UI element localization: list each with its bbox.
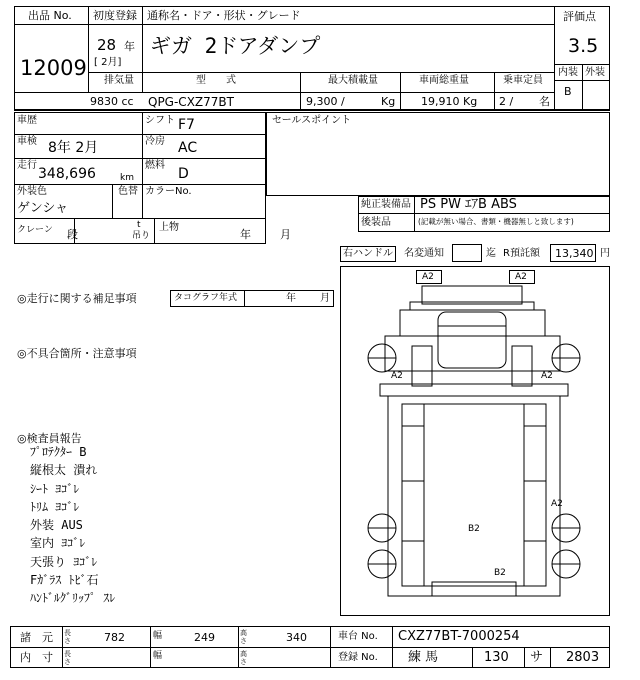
mileage-unit: km [120,173,134,183]
chassis-value: CXZ77BT-7000254 [398,629,520,644]
outer-dims-label: 諸 元 [20,631,53,644]
tacho-label: タコグラフ年式 [174,293,238,303]
tacho-month: 月 [320,293,330,304]
gross-weight: 19,910 Kg [421,95,478,108]
displacement-label: 排気量 [104,75,134,86]
length-label-inner: 長さ [64,650,71,666]
recall-label: R預託額 [503,248,540,259]
height-label: 高さ [240,629,247,645]
inspector-line: 天張り ﾖｺﾞﾚ [30,555,98,569]
score-label: 評価点 [563,10,596,23]
upper-label: 上物 [159,222,179,233]
first-reg-month: [ 2月] [94,57,122,68]
color-label: 外装色 [17,186,47,197]
width-value: 249 [194,631,215,644]
ac-label: 冷房 [145,136,165,147]
max-load-label: 最大積載量 [328,75,378,86]
inner-dims-label: 内 寸 [20,651,53,664]
inspector-line: ﾌﾟﾛﾃｸﾀｰ B [30,445,87,459]
rhd: 右ハンドル [343,248,393,259]
inspector-line: ﾊﾝﾄﾞﾙｸﾞﾘｯﾌﾟ ｽﾚ [30,591,116,605]
reg-class: 130 [484,650,509,665]
max-load: 9,300 / [306,95,345,108]
car-name-label: 通称名・ドア・形状・グレード [147,9,301,22]
inspector-line: Fｶﾞﾗｽ ﾄﾋﾞ石 [30,573,99,587]
color-value: ゲンシャ [17,201,69,216]
height-label-inner: 高さ [240,650,247,666]
tacho-year: 年 [286,293,296,304]
lot-no-label: 出品 No. [28,9,72,22]
height-value: 340 [286,631,307,644]
aftermarket-label: 後装品 [361,217,391,228]
shift-value: F7 [178,117,195,133]
damage-mark-label: A2 [391,371,403,381]
name-change-box [452,244,482,262]
inspector-line: ｼｰﾄ ﾖｺﾞﾚ [30,482,80,496]
reg-number: 2803 [566,650,600,665]
inspector-line: 縦根太 潰れ [30,463,98,477]
aftermarket-note: (記載が無い場合、書類・機器無しと致します) [418,217,574,226]
chassis-label: 車台 No. [338,631,378,642]
inspector-line: 室内 ﾖｺﾞﾚ [30,536,86,550]
name-change-label: 名変通知 [404,248,444,259]
fuel-value: D [178,166,189,182]
gross-weight-label: 車両総重量 [419,75,469,86]
damage-mark-label: B2 [468,524,480,534]
color-no-label: カラーNo. [145,186,192,197]
upper-year: 年 [240,228,251,241]
history-label: 車歴 [17,115,37,126]
genuine-label: 純正装備品 [361,199,411,210]
color-change-label: 色替 [118,186,138,197]
score: 3.5 [568,35,599,57]
defect-notes-label: ◎不具合箇所・注意事項 [17,347,137,360]
model: QPG-CXZ77BT [148,95,234,109]
damage-mark-label: A2 [515,272,527,282]
crane-hook: 吊り [132,231,151,241]
mileage-label: 走行 [17,160,37,171]
ac-value: AC [178,140,198,156]
genuine-value: PS PW ｴｱB ABS [420,197,517,212]
inspector-report-label: ◎検査員報告 [17,432,82,445]
exterior-label: 外装 [585,67,605,78]
max-load-unit: Kg [381,95,396,108]
first-reg-label: 初度登録 [93,9,137,22]
width-label: 幅 [153,631,163,641]
reg-label: 登録 No. [338,652,378,663]
car-name: ギガ 2ドアダンプ [150,34,321,58]
inspector-line: ﾄﾘﾑ ﾖｺﾞﾚ [30,500,80,514]
model-label: 型 式 [196,75,236,86]
inspection-value: 8年 2月 [48,140,99,156]
lot-no: 12009 [20,56,87,80]
recall-unit: 円 [600,248,610,259]
length-value: 782 [104,631,125,644]
interior-score: B [564,85,572,98]
crane-label: クレーン [17,225,53,235]
mileage-verify: 迄 [486,248,496,259]
first-reg-year: 28 [97,36,117,54]
year-unit: 年 [124,40,135,53]
capacity-label: 乗車定員 [503,75,543,86]
recall-value: 13,340 [555,247,594,260]
crane-step: 段 [67,228,78,241]
sales-point-label: セールスポイント [272,115,352,126]
capacity: 2 / [499,95,514,108]
truck-diagram [340,266,610,616]
reg-area: 練 馬 [408,650,439,665]
shift-label: シフト [145,115,175,126]
mileage-value: 348,696 [38,166,96,182]
driving-notes-label: ◎走行に関する補足事項 [17,292,137,305]
inspector-line: 外装 AUS [30,518,83,532]
damage-mark-label: B2 [494,568,506,578]
reg-kana: サ [530,650,544,665]
inspection-label: 車検 [17,136,37,147]
interior-label: 内装 [558,67,578,78]
damage-mark-label: A2 [422,272,434,282]
damage-mark-label: A2 [541,371,553,381]
capacity-unit: 名 [539,95,550,108]
displacement: 9830 cc [90,95,134,108]
length-label: 長さ [64,629,71,645]
width-label-inner: 幅 [153,651,163,661]
fuel-label: 燃料 [145,160,165,171]
damage-mark-label: A2 [551,499,563,509]
crane-t: t [137,220,141,230]
upper-month: 月 [280,228,291,241]
